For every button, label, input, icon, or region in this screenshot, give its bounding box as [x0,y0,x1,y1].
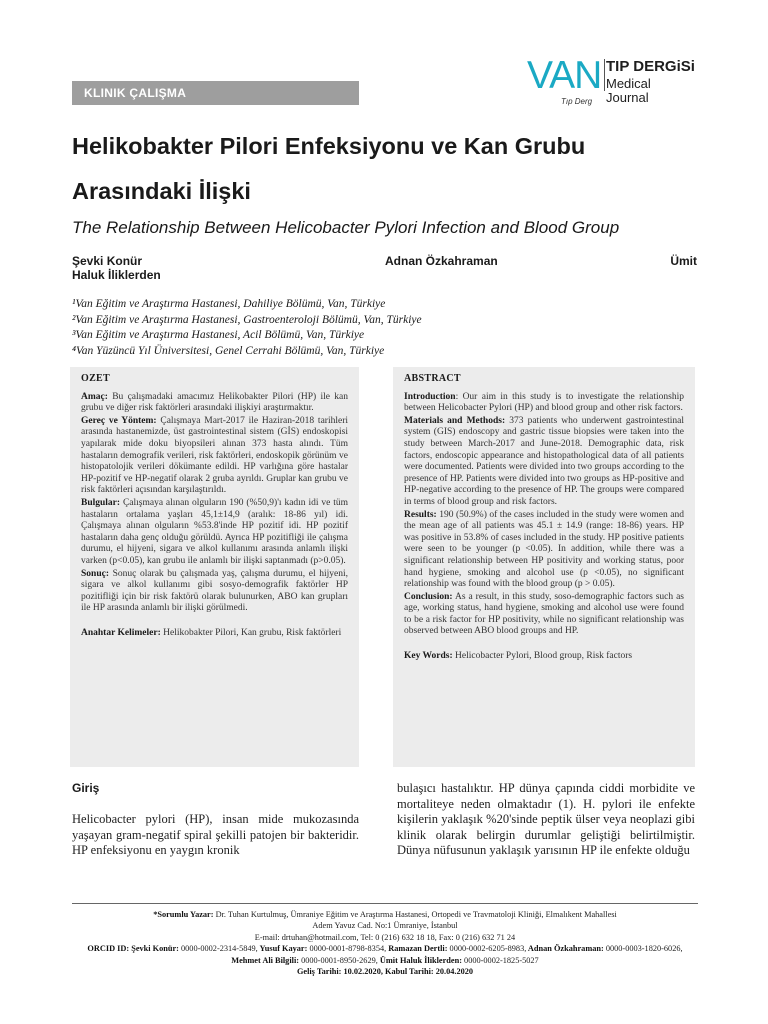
corresponding-author: *Sorumlu Yazar: Dr. Tuhan Kurtulmuş, Ümraniye Eğitim ve Araştırma Hastanesi, Ortopedi ve Travmatoloji Kliniği, Elmalıkent Mahallesi [153,910,617,919]
contact-info: E-mail: drtuhan@hotmail.com, Tel: 0 (216) 632 18 18, Fax: 0 (216) 632 71 24 [254,932,516,942]
author-3: Ümit [670,254,697,268]
author-2: Adnan Özkahraman [385,254,498,268]
introduction-heading: Giriş [72,781,100,795]
journal-logo [527,56,697,106]
ozet-amac: Amaç: Bu çalışmadaki amacımız Helikobakter Pilori (HP) ile kan grubu ve diğer risk faktörleri arasındaki ilişkiyi araştırmaktır. [81,391,348,414]
abstract-keywords: Key Words: Helicobacter Pylori, Blood group, Risk factors [404,651,633,662]
footer-divider [72,903,698,904]
abstract-heading: ABSTRACT [404,373,461,384]
abstract-introduction: Introduction: Our aim in this study is to investigate the relationship between Helicobacter Pylori (HP) and blood group and other risk factors. [404,391,684,414]
affiliation-3: ³Van Eğitim ve Araştırma Hastanesi, Acil Bölümü, Van, Türkiye [72,329,365,341]
author-1: Şevki Konür [72,254,143,268]
footer-notes [72,909,698,977]
affiliation-2: ²Van Eğitim ve Araştırma Hastanesi, Gastroenteroloji Bölümü, Van, Türkiye [72,313,422,326]
affiliations [72,297,572,359]
author-4: Haluk İliklerden [72,268,161,282]
logo-abbrev-text: Tıp Derg [561,97,593,106]
orcid-ids: ORCID ID: Şevki Konür: 0000-0002-2314-5849, Yusuf Kayar: 0000-0001-8798-8354, Ramazan Dertli: 0000-0002-6205-8983, Adnan Özkahraman: 0000-0003-1820-6026, Mehmet Ali Bilgili: 0000-0001-8950-2629, Ümit Haluk İliklerden: 0000-0002-1825-5027 [87,944,683,965]
abstract-results: Results: 190 (50.9%) of the cases included in the study were women and the mean age of all patients was 45.1 ± 14.9 (range: 18-86) years. HP was positive in 53.8% of cases included in the study. HP positive patients were seen to be younger (p <0.05). In addition, while there was a significant relationship between HP positivity and working status, poor hand hygiene, smoking and alcohol use (p <0.05), no significant relationship was found with the blood group (p > 0.05). [404,509,684,590]
logo-medical-journal-text: Medical Journal [606,76,651,105]
ozet-keywords: Anahtar Kelimeler: Helikobakter Pilori, Kan grubu, Risk faktörleri [81,627,342,638]
ozet-box [70,367,359,767]
abstract-materials-methods: Materials and Methods: 373 patients who underwent gastrointestinal system (GIS) endoscopy and gastric tissue biopsies were taken into the study between March-2017 and June-2018. Demographic data, risk factors, endoscopic appearance and histopathological data of all patients were documented. Patients were divided into two groups according to the presence of HP. Patients were divided into two groups as HP-positive and HP-negative according to the presence of HP. The groups were compared in terms of blood group and risk factors. [404,415,684,507]
article-title-english: The Relationship Between Helicobacter Pylori Infection and Blood Group [72,218,620,237]
ozet-sonuc: Sonuç: Sonuç olarak bu çalışmada yaş, çalışma durumu, el hijyeni, sigara ve alkol kullanımı gibi sosyo-demografik faktörler HP pozitifliği için bir risk faktörü olarak bulunurken, ABO kan grupları ile HP arasında anlamlı bir ilişki görülmedi. [81,568,348,614]
affiliation-1: ¹Van Eğitim ve Araştırma Hastanesi, Dahiliye Bölümü, Van, Türkiye [72,298,386,310]
logo-divider [604,59,605,91]
ozet-bulgular: Bulgular: Çalışmaya alınan olguların 190 (%50,9)'ı kadın idi ve tüm hastaların ortalama yaşları 45,1±14,9 (aralık: 18-86 yıl) idi. Çalışmaya alınan olguların %53.8'inde HP pozitif idi. HP pozitif hastaların daha genç olduğu görüldü. Ayrıca HP pozitifliği ile çalışma durumu, el hijyeni, sigara ve alkol kullanımı arasında anlamlı ilişki varken (p<0.05), kan grubu ile anlamlı bir ilişki saptanmadı (p>0.05). [81,497,348,566]
ozet-gerec: Gereç ve Yöntem: Çalışmaya Mart-2017 ile Haziran-2018 tarihleri arasında hastanemizde, üst gastrointestinal sistem (GİS) endoskopisi yapılarak mide doku biyopsileri alınan 373 hasta alındı. Tüm hastaların demografik verileri, risk faktörleri, endoskopik görünüm ve histopatolojik verileri dökümante edildi. HP varlığına göre hastalar HP-pozitif ve HP-negatif olarak 2 gruba ayrıldı. Gruplar kan grubu ve risk faktörleri açısından karşılaştırıldı. [81,415,348,496]
abstract-box [393,367,695,767]
introduction-text-left: Helicobacter pylori (HP), insan mide mukozasında yaşayan gram-negatif spiral şekilli patojen bir bakteridir. HP enfeksiyonu en yaygın kronik [72,812,359,858]
corresponding-address: Adem Yavuz Cad. No:1 Ümraniye, İstanbul [312,921,458,931]
article-type-label: KLINIK ÇALIŞMA [72,81,359,105]
logo-tip-dergisi-text: TIP DERGiSi [606,58,695,75]
abstract-conclusion: Conclusion: As a result, in this study, soso-demographic factors such as age, working status, hand hygiene, smoking and alcohol use were found to be a risk factor for HP positivity, while no significant relationship was observed between ABO blood groups and HP. [404,591,684,637]
submission-dates: Geliş Tarihi: 10.02.2020, Kabul Tarihi: 20.04.2020 [296,967,474,977]
introduction-text-right: bulaşıcı hastalıktır. HP dünya çapında ciddi morbidite ve mortaliteye neden olmaktadır (1). H. pylori ile enfekte kişilerin yaklaşık %20'sinde peptik ülser veya neoplazi gibi klinik olarak belirgin durumlar geliştiği belirtilmiştir. Dünya nüfusunun yaklaşık yarısının HP ile enfekte olduğu [397,781,695,858]
article-title: Helikobakter Pilori Enfeksiyonu ve Kan Grubu Arasındaki İlişki [72,133,586,204]
affiliation-4: ⁴Van Yüzüncü Yıl Üniversitesi, Genel Cerrahi Bölümü, Van, Türkiye [72,344,385,357]
ozet-heading: OZET [81,373,110,384]
logo-van-text: VAN [527,54,602,97]
